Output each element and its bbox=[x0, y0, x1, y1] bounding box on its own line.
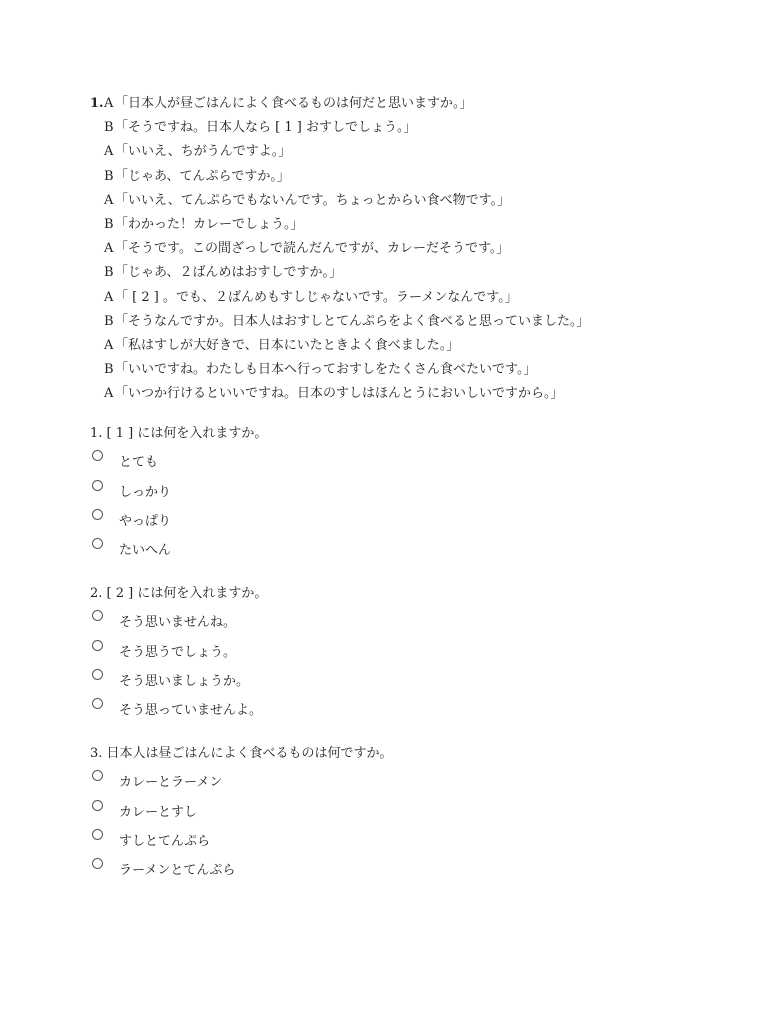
dialogue-line bbox=[90, 358, 730, 382]
dialogue-line bbox=[90, 382, 730, 406]
dialogue-line bbox=[90, 213, 730, 237]
option-label: たいへん bbox=[119, 543, 172, 559]
question-1-option-1[interactable] bbox=[90, 446, 690, 475]
question-1-option-3[interactable] bbox=[90, 505, 690, 534]
question-3-title: 3. 日本人は昼ごはんによく食べるものは何ですか。 bbox=[90, 746, 393, 761]
dialogue-line bbox=[90, 237, 730, 261]
dialogue-line bbox=[90, 165, 730, 189]
dialogue-line bbox=[90, 334, 730, 358]
radio-button[interactable] bbox=[92, 450, 103, 461]
option-label: とても bbox=[119, 455, 159, 471]
question-2-option-2[interactable] bbox=[90, 635, 690, 664]
dialogue-text: 「いつか行けるといいですね。日本のすしはほんとうにおいしいですから。」 bbox=[115, 386, 564, 402]
dialogue-passage bbox=[90, 92, 730, 406]
dialogue-text: 「いいですね。わたしも日本へ行っておすしをたくさん食べたいです。」 bbox=[115, 362, 537, 378]
dialogue-text: 「そうですね。日本人なら [ 1 ] おすしでしょう。」 bbox=[115, 120, 417, 136]
dialogue-text: 「私はすしが大好きで、日本にいたときよく食べました。」 bbox=[115, 337, 460, 353]
speaker-label: B bbox=[104, 120, 114, 136]
question-1-option-4[interactable] bbox=[90, 534, 690, 563]
question-2-option-4[interactable] bbox=[90, 694, 690, 723]
radio-button[interactable] bbox=[92, 610, 103, 621]
speaker-label: B bbox=[104, 313, 114, 329]
speaker-label: A bbox=[104, 96, 114, 111]
option-label: やっぱり bbox=[119, 513, 172, 529]
dialogue-text: 「そうなんですか。日本人はおすしとてんぷらをよく食べると思っていました。」 bbox=[115, 313, 590, 329]
dialogue-line bbox=[90, 189, 730, 213]
radio-button[interactable] bbox=[92, 480, 103, 491]
radio-button[interactable] bbox=[92, 770, 103, 781]
question-3-option-3[interactable] bbox=[90, 825, 690, 854]
dialogue-text: 「いいえ、ちがうんですよ。」 bbox=[115, 144, 292, 160]
dialogue-line bbox=[90, 116, 730, 140]
question-2-title: 2. [ 2 ] には何を入れますか。 bbox=[90, 586, 268, 601]
speaker-label: A bbox=[104, 192, 114, 208]
option-label: すしとてんぷら bbox=[119, 833, 211, 849]
dialogue-text: 「じゃあ、２ばんめはおすしですか。」 bbox=[115, 265, 342, 281]
option-label: そう思いませんね。 bbox=[119, 615, 237, 631]
dialogue-line bbox=[90, 286, 730, 310]
radio-button[interactable] bbox=[92, 829, 103, 840]
question-2-option-1[interactable] bbox=[90, 606, 690, 635]
question-1-title: 1. [ 1 ] には何を入れますか。 bbox=[90, 426, 268, 441]
option-label: カレーとラーメン bbox=[119, 775, 223, 791]
dialogue-line bbox=[90, 261, 730, 285]
radio-button[interactable] bbox=[92, 509, 103, 520]
dialogue-text: 「いいえ、てんぷらでもないんです。ちょっとからい食べ物です。」 bbox=[115, 192, 511, 208]
dialogue-text: 「日本人が昼ごはんによく食べるものは何だと思いますか。」 bbox=[115, 96, 473, 111]
speaker-label: B bbox=[104, 362, 114, 378]
radio-button[interactable] bbox=[92, 640, 103, 651]
speaker-label: A bbox=[104, 144, 114, 160]
option-label: カレーとすし bbox=[119, 804, 198, 820]
passage-number: 1. bbox=[90, 96, 104, 111]
radio-button[interactable] bbox=[92, 698, 103, 709]
radio-button[interactable] bbox=[92, 538, 103, 549]
question-3-option-1[interactable] bbox=[90, 766, 690, 795]
option-label: ラーメンとてんぷら bbox=[119, 863, 236, 879]
question-3-option-4[interactable] bbox=[90, 854, 690, 883]
option-label: しっかり bbox=[119, 484, 172, 500]
question-3 bbox=[90, 742, 690, 884]
dialogue-text: 「わかった！カレーでしょう。」 bbox=[115, 216, 304, 232]
option-label: そう思うでしょう。 bbox=[119, 644, 237, 660]
question-3-option-2[interactable] bbox=[90, 795, 690, 824]
speaker-label: B bbox=[104, 265, 114, 281]
question-1 bbox=[90, 422, 690, 564]
question-2 bbox=[90, 582, 690, 724]
question-1-option-2[interactable] bbox=[90, 475, 690, 504]
speaker-label: A bbox=[104, 289, 114, 305]
option-label: そう思っていませんよ。 bbox=[119, 703, 263, 719]
speaker-label: A bbox=[104, 241, 114, 257]
dialogue-text: 「じゃあ、てんぷらですか。」 bbox=[115, 168, 290, 184]
question-2-option-3[interactable] bbox=[90, 665, 690, 694]
speaker-label: B bbox=[104, 168, 114, 184]
radio-button[interactable] bbox=[92, 800, 103, 811]
dialogue-line bbox=[90, 92, 730, 116]
speaker-label: A bbox=[104, 337, 114, 353]
dialogue-text: 「 [ 2 ] 。でも、２ばんめもすしじゃないです。ラーメンなんです。」 bbox=[115, 289, 518, 305]
radio-button[interactable] bbox=[92, 669, 103, 680]
dialogue-text: 「そうです。この間ざっしで読んだんですが、カレーだそうです。」 bbox=[115, 241, 510, 257]
dialogue-line bbox=[90, 140, 730, 164]
radio-button[interactable] bbox=[92, 858, 103, 869]
dialogue-line bbox=[90, 310, 730, 334]
speaker-label: A bbox=[104, 386, 114, 402]
speaker-label: B bbox=[104, 216, 114, 232]
option-label: そう思いましょうか。 bbox=[119, 673, 250, 689]
